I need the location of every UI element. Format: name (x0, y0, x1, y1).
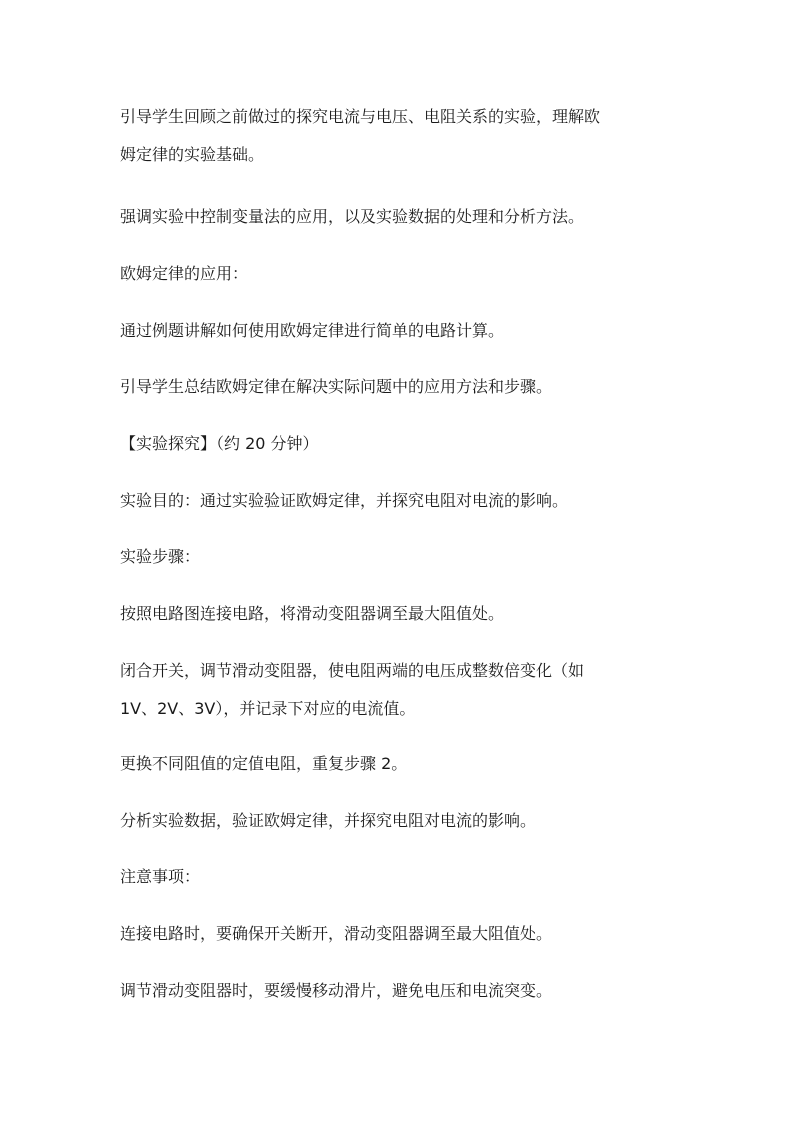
paragraph-experiment-goal (120, 482, 680, 520)
paragraph-step-adjust-voltage (120, 652, 680, 728)
paragraph-precaution-slow-adjust (120, 972, 680, 1010)
paragraph-control-variables (120, 198, 680, 236)
paragraph-section-experiment (120, 425, 680, 463)
paragraph-line: 通过例题讲解如何使用欧姆定律进行简单的电路计算。 (120, 321, 505, 340)
paragraph-line: 强调实验中控制变量法的应用，以及实验数据的处理和分析方法。 (120, 207, 585, 226)
paragraph-line: 1V、2V、3V），并记录下对应的电流值。 (120, 699, 416, 718)
paragraph-example-calculation (120, 312, 680, 350)
paragraph-line: 姆定律的实验基础。 (120, 145, 265, 164)
paragraph-line: 闭合开关，调节滑动变阻器，使电阻两端的电压成整数倍变化（如 (120, 661, 585, 680)
paragraph-line: 实验目的：通过实验验证欧姆定律，并探究电阻对电流的影响。 (120, 491, 569, 510)
paragraph-line: 【实验探究】（约 20 分钟） (120, 434, 319, 453)
paragraph-line: 实验步骤： (120, 547, 201, 566)
paragraph-line: 分析实验数据，验证欧姆定律，并探究电阻对电流的影响。 (120, 811, 537, 830)
paragraph-step-connect-circuit (120, 595, 680, 633)
paragraph-step-analyze-data (120, 802, 680, 840)
paragraph-heading-precautions (120, 858, 680, 896)
paragraph-line: 注意事项： (120, 867, 201, 886)
paragraph-review-experiment (120, 98, 680, 174)
paragraph-line: 引导学生回顾之前做过的探究电流与电压、电阻关系的实验，理解欧 (120, 107, 601, 126)
paragraph-line: 连接电路时，要确保开关断开，滑动变阻器调至最大阻值处。 (120, 924, 553, 943)
paragraph-line: 引导学生总结欧姆定律在解决实际问题中的应用方法和步骤。 (120, 377, 553, 396)
paragraph-heading-steps (120, 538, 680, 576)
paragraph-line: 调节滑动变阻器时，要缓慢移动滑片，避免电压和电流突变。 (120, 981, 553, 1000)
paragraph-summary-method (120, 368, 680, 406)
paragraph-line: 按照电路图连接电路，将滑动变阻器调至最大阻值处。 (120, 604, 505, 623)
paragraph-step-change-resistor (120, 745, 680, 783)
paragraph-line: 欧姆定律的应用： (120, 264, 249, 283)
paragraph-heading-applications (120, 255, 680, 293)
paragraph-line: 更换不同阻值的定值电阻，重复步骤 2。 (120, 754, 408, 773)
paragraph-precaution-switch-off (120, 915, 680, 953)
